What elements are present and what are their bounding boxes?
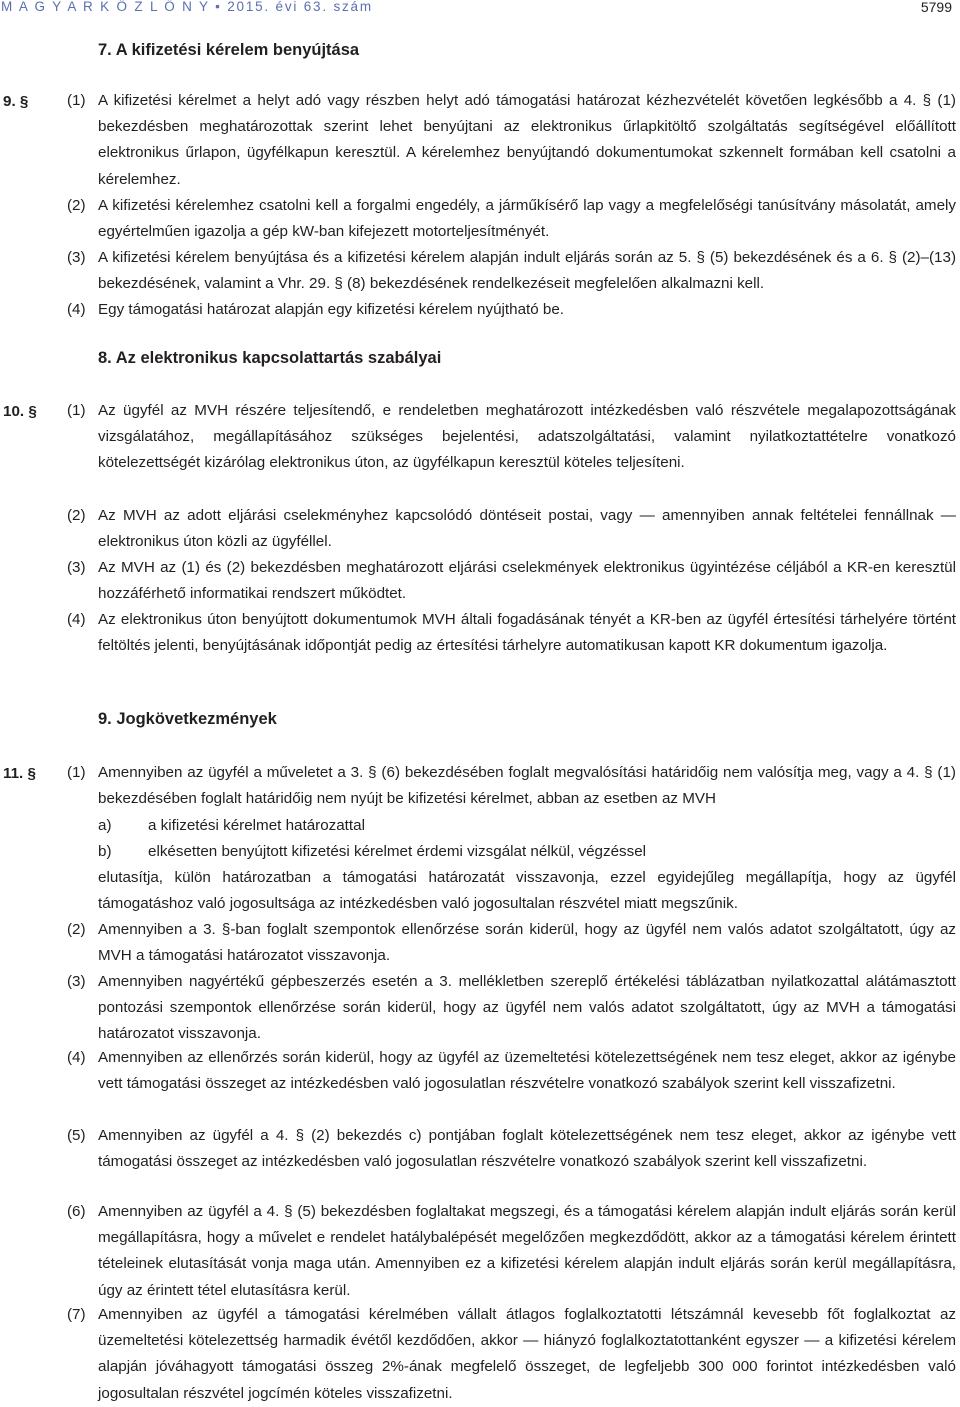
paragraph-text: Az elektronikus úton benyújtott dokumentumok MVH általi fogadásának tényét a KR-ben az ügyfél értesítési tárhelyére történt feltöltés jelenti, benyújtásának időpontját pedig az értesítési tárhelyre automatikusan kapott KR dokumentum igazolja. xyxy=(98,611,956,655)
sub-number: (3) xyxy=(67,249,86,266)
paragraph-label-9: 9. § xyxy=(3,93,29,110)
paragraph-text: Amennyiben az ügyfél a 4. § (2) bekezdés c) pontjában foglalt kötelezettségének nem tesz eleget, akkor az igénybe vett támogatási összeget az intézkedésben való jogosulatlan részvételre vonatkozó szabályok szerint kell visszafizetni. xyxy=(98,1127,956,1171)
journal-title: M A G Y A R K Ö Z L Ö N Y • 2015. évi 63. szám xyxy=(1,0,373,14)
paragraph-text: elutasítja, külön határozatban a támogatási határozatát visszavonja, ezzel egyidejűleg megállapítja, hogy az ügyfél támogatáshoz való jogosultsága az intézkedésben való jogosultalan részvétel miatt megszűnik. xyxy=(98,869,956,913)
paragraph-text: Amennyiben az ellenőrzés során kiderül, hogy az ügyfél az üzemeltetési kötelezettségének nem tesz eleget, akkor az igénybe vett támogatási összeget az intézkedésben való jogosulatlan részvételre vonatkozó szabályok szerint kell visszafizetni. xyxy=(98,1049,956,1093)
list-item-label: b) xyxy=(98,843,112,860)
list-item xyxy=(98,813,365,839)
list-item-text: elkésetten benyújtott kifizetési kérelmet érdemi vizsgálat nélkül, végzéssel xyxy=(148,843,647,860)
list-item-label: a) xyxy=(98,817,112,834)
sub-number: (2) xyxy=(67,197,86,214)
paragraph-text: A kifizetési kérelmet a helyt adó vagy részben helyt adó támogatási határozat kézhezvételét követően legkésőbb a 4. § (1) bekezdésben meghatározottak szerint lehet benyújtani az elektronikus űrlapkitöltő szolgáltatás segítségével előállított elektronikus űrlapon, ügyfélkapun keresztül. A kérelemhez benyújtandó dokumentumokat szkennelt formában kell csatolni a kérelemhez. xyxy=(98,92,956,188)
sub-number: (2) xyxy=(67,507,86,524)
sub-number: (1) xyxy=(67,764,86,781)
section-heading-8: 8. Az elektronikus kapcsolattartás szabályai xyxy=(98,349,442,367)
sub-number: (2) xyxy=(67,921,86,938)
sub-number: (1) xyxy=(67,92,86,109)
list-item-text: a kifizetési kérelmet határozattal xyxy=(148,817,365,834)
paragraph-text: Az MVH az (1) és (2) bekezdésben meghatározott eljárási cselekmények elektronikus ügyintézése céljából a KR-en keresztül hozzáférhető informatikai rendszert működtet. xyxy=(98,559,956,603)
paragraph-text: Egy támogatási határozat alapján egy kifizetési kérelem nyújtható be. xyxy=(98,301,565,318)
page-header xyxy=(0,0,960,18)
sub-number: (3) xyxy=(67,559,86,576)
paragraph-text: Az MVH az adott eljárási cselekményhez kapcsolódó döntéseit postai, vagy — amennyiben annak feltételei fennállnak — elektronikus úton közli az ügyféllel. xyxy=(98,507,956,551)
sub-number: (1) xyxy=(67,402,86,419)
paragraph-label-10: 10. § xyxy=(3,403,37,420)
paragraph-text: Amennyiben az ügyfél a műveletet a 3. § (6) bekezdésében foglalt megvalósítási határidőig nem valósítja meg, vagy a 4. § (1) bekezdésében foglalt határidőig nem nyújt be kifizetési kérelmet, abban az esetben az MVH xyxy=(98,764,956,808)
list-item xyxy=(98,839,646,865)
sub-number: (4) xyxy=(67,301,86,318)
sub-number: (7) xyxy=(67,1306,86,1323)
section-heading-7: 7. A kifizetési kérelem benyújtása xyxy=(98,41,360,59)
sub-number: (5) xyxy=(67,1127,86,1144)
paragraph-text: Amennyiben nagyértékű gépbeszerzés esetén a 3. mellékletben szereplő értékelési táblázatban nyilatkozattal alátámasztott pontozási szempontok ellenőrzése során kiderül, hogy az ügyfél nem valós adatot szolgáltatott, úgy az MVH a támogatási határozatot visszavonja. xyxy=(98,973,956,1043)
sub-number: (4) xyxy=(67,1049,86,1066)
sub-number: (6) xyxy=(67,1203,86,1220)
paragraph-text: Amennyiben az ügyfél a támogatási kérelmében vállalt átlagos foglalkoztatotti létszámnál kevesebb főt foglalkoztat az üzemeltetési kötelezettség harmadik évétől kezdődően, akkor — hiányzó foglalkoztatottanként egyszer — a kifizetési kérelem alapján jóváhagyott támogatási összeg 2%-ának megfelelő összeget, de legfeljebb 300 000 forintot intézkedésben való jogosultalan részvétel jogcímén köteles visszafizetni. xyxy=(98,1306,956,1402)
paragraph-text: Amennyiben a 3. §-ban foglalt szempontok ellenőrzése során kiderül, hogy az ügyfél nem valós adatot szolgáltatott, úgy az MVH a támogatási határozatot visszavonja. xyxy=(98,921,956,965)
paragraph-text: A kifizetési kérelem benyújtása és a kifizetési kérelem alapján indult eljárás során az 5. § (5) bekezdésének és a 6. § (2)–(13) bekezdésének, valamint a Vhr. 29. § (8) bekezdésének rendelkezéseit megfelelően alkalmazni kell. xyxy=(98,249,956,293)
paragraph-text: Az ügyfél az MVH részére teljesítendő, e rendeletben meghatározott intézkedésben való részvétele megalapozottságának vizsgálatához, megállapításához szükséges bejelentési, adatszolgáltatási, valamint nyilatkoztattételre vonatkozó kötelezettségét kizárólag elektronikus úton, az ügyfélkapun keresztül köteles teljesíteni. xyxy=(98,402,956,472)
paragraph-text: A kifizetési kérelemhez csatolni kell a forgalmi engedély, a járműkísérő lap vagy a megfelelőségi tanúsítvány másolatát, amely egyértelműen igazolja a gép kW-ban kifejezett motorteljesítményét. xyxy=(98,197,956,241)
sub-number: (4) xyxy=(67,611,86,628)
page-number: 5799 xyxy=(920,0,952,15)
sub-number: (3) xyxy=(67,973,86,990)
paragraph-label-11: 11. § xyxy=(3,765,36,782)
section-heading-9: 9. Jogkövetkezmények xyxy=(98,710,277,728)
paragraph-text: Amennyiben az ügyfél a 4. § (5) bekezdésben foglaltakat megszegi, és a támogatási kérelem alapján indult eljárás során kerül megállapításra, hogy a művelet e rendelet hatálybalépését megelőzően megkezdődött, akkor az a támogatási kérelem érintett tételeinek elutasítását vonja maga után. Amennyiben ez a kifizetési kérelem alapján indult eljárás során kerül megállapításra, úgy az érintett tétel elutasításra kerül. xyxy=(98,1203,956,1299)
